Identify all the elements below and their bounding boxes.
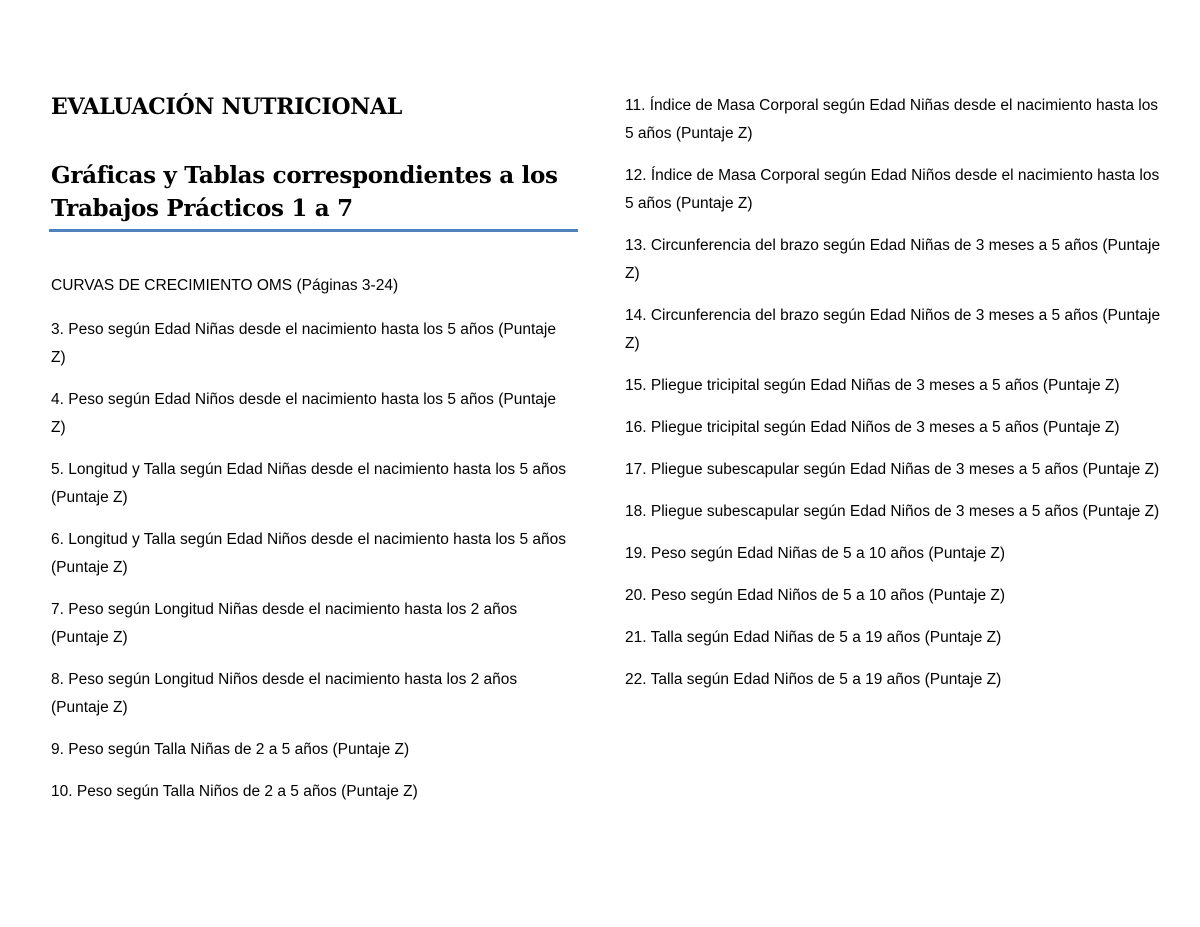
right-item-list <box>625 92 1165 694</box>
title-divider <box>49 229 578 232</box>
right-column <box>625 92 1165 708</box>
section-heading: CURVAS DE CRECIMIENTO OMS (Páginas 3-24) <box>51 277 399 294</box>
list-item: 17. Pliegue subescapular según Edad Niñas de 3 meses a 5 años (Puntaje Z) <box>625 461 1160 478</box>
list-item: 21. Talla según Edad Niñas de 5 a 19 años (Puntaje Z) <box>625 629 1002 646</box>
list-item: 11. Índice de Masa Corporal según Edad Niñas desde el nacimiento hasta los 5 años (Puntaje Z) <box>625 97 1159 142</box>
list-item: 8. Peso según Longitud Niños desde el nacimiento hasta los 2 años (Puntaje Z) <box>51 671 518 716</box>
list-item: 6. Longitud y Talla según Edad Niños desde el nacimiento hasta los 5 años (Puntaje Z) <box>51 531 567 576</box>
list-item: 20. Peso según Edad Niños de 5 a 10 años (Puntaje Z) <box>625 587 1005 604</box>
list-item: 10. Peso según Talla Niños de 2 a 5 años (Puntaje Z) <box>51 783 418 800</box>
list-item: 22. Talla según Edad Niños de 5 a 19 años (Puntaje Z) <box>625 671 1002 688</box>
list-item: 18. Pliegue subescapular según Edad Niños de 3 meses a 5 años (Puntaje Z) <box>625 503 1160 520</box>
list-item: 7. Peso según Longitud Niñas desde el nacimiento hasta los 2 años (Puntaje Z) <box>51 601 518 646</box>
list-item: 5. Longitud y Talla según Edad Niñas desde el nacimiento hasta los 5 años (Puntaje Z) <box>51 461 567 506</box>
list-item: 9. Peso según Talla Niñas de 2 a 5 años (Puntaje Z) <box>51 741 410 758</box>
left-item-list <box>51 316 571 820</box>
list-item: 14. Circunferencia del brazo según Edad Niños de 3 meses a 5 años (Puntaje Z) <box>625 307 1161 352</box>
list-item: 4. Peso según Edad Niños desde el nacimiento hasta los 5 años (Puntaje Z) <box>51 391 556 436</box>
left-column-header <box>51 92 581 225</box>
list-item: 13. Circunferencia del brazo según Edad Niñas de 3 meses a 5 años (Puntaje Z) <box>625 237 1161 282</box>
list-item: 12. Índice de Masa Corporal según Edad Niños desde el nacimiento hasta los 5 años (Puntaje Z) <box>625 167 1160 212</box>
document-title: EVALUACIÓN NUTRICIONAL <box>51 94 403 120</box>
list-item: 3. Peso según Edad Niñas desde el nacimiento hasta los 5 años (Puntaje Z) <box>51 321 556 366</box>
list-item: 19. Peso según Edad Niñas de 5 a 10 años (Puntaje Z) <box>625 545 1005 562</box>
document-subtitle: Gráficas y Tablas correspondientes a los Trabajos Prácticos 1 a 7 <box>51 162 558 222</box>
list-item: 16. Pliegue tricipital según Edad Niños de 3 meses a 5 años (Puntaje Z) <box>625 419 1120 436</box>
list-item: 15. Pliegue tricipital según Edad Niñas de 3 meses a 5 años (Puntaje Z) <box>625 377 1120 394</box>
